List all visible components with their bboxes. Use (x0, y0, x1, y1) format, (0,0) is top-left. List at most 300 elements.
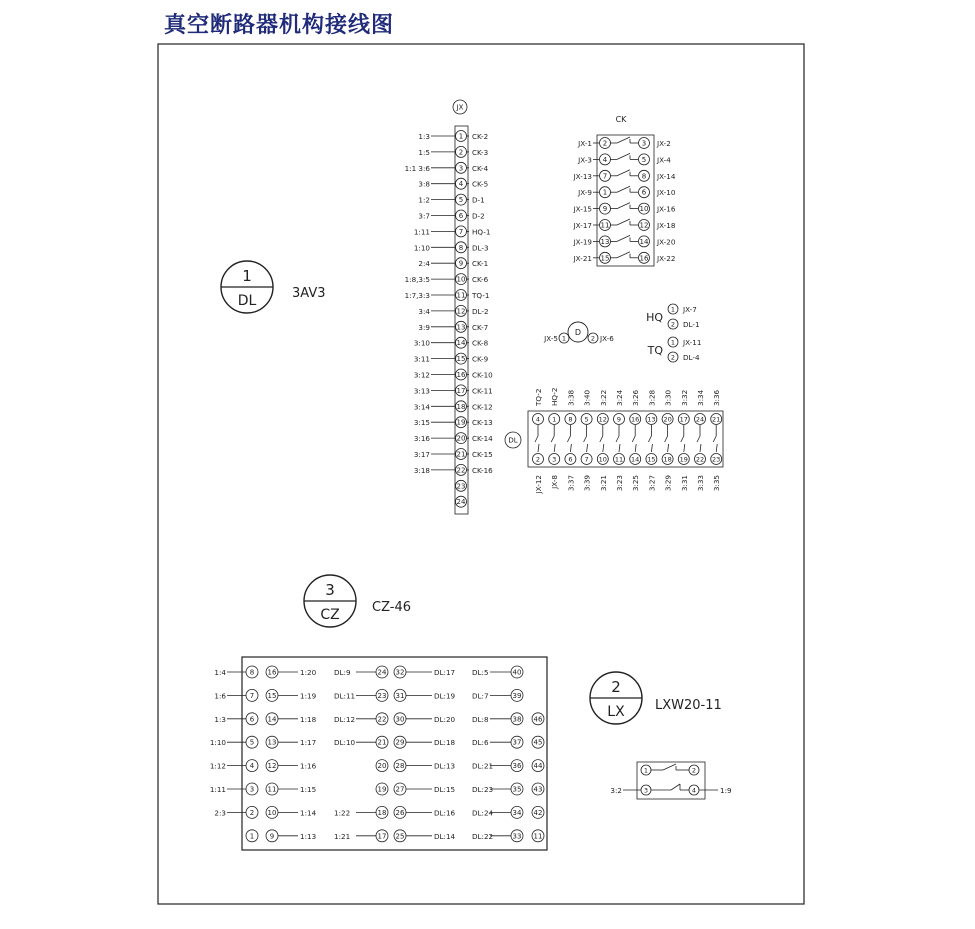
terminal-number: 23 (377, 691, 387, 700)
cz-s-label: DL:24 (472, 808, 494, 818)
dl-bottom-label: 3:27 (647, 475, 657, 492)
terminal-number: 4 (535, 415, 541, 424)
dl-bottom-label: 3:25 (631, 475, 641, 492)
dl-top-label: 3:40 (582, 389, 592, 406)
coil-label: TQ (647, 344, 663, 357)
cz-mid-label: 1:19 (300, 691, 317, 701)
wire (570, 444, 571, 452)
terminal-number: 40 (512, 668, 522, 677)
dl-top-label: HQ-2 (550, 387, 560, 406)
cz-mid-label: 1:18 (300, 714, 317, 724)
terminal-number: 21 (712, 415, 721, 424)
terminal-number: 4 (249, 762, 255, 771)
terminal-number: 9 (269, 832, 275, 841)
dl-bottom-label: 3:39 (582, 475, 592, 492)
terminal-number: 5 (249, 738, 255, 747)
terminal-number: 21 (377, 738, 387, 747)
switch-contact-icon (610, 235, 638, 241)
cz-q-label: DL:16 (434, 808, 456, 818)
terminal-number: 7 (249, 691, 255, 700)
wire (651, 444, 652, 452)
terminal-number: 14 (639, 237, 649, 246)
terminal-number: 11 (533, 832, 543, 841)
jx-left-label: 3:8 (418, 179, 430, 189)
jx-left-label: 3:7 (418, 211, 430, 221)
switch-contact-icon (610, 186, 638, 192)
ck-right-label: JX-2 (657, 139, 671, 148)
jx-left-label: 1:11 (413, 227, 430, 237)
switch-blade (648, 436, 651, 442)
lx-right-label: 1:9 (720, 786, 732, 795)
terminal-number: 9 (458, 259, 464, 268)
terminal-number: 12 (456, 307, 466, 316)
terminal-number: 3 (552, 455, 557, 464)
switch-blade (713, 436, 716, 442)
cz-connector-block (210, 657, 547, 850)
cz-q-label: DL:13 (434, 761, 456, 771)
jx-left-label: 1:2 (418, 195, 430, 205)
terminal-number: JX (456, 103, 464, 112)
terminal-number: 43 (533, 785, 543, 794)
dl-top-label: 3:24 (615, 389, 624, 406)
terminal-number: 1 (561, 334, 567, 343)
cz-q-label: DL:14 (434, 831, 456, 841)
terminal-number: 38 (512, 715, 522, 724)
wire (668, 444, 669, 452)
jx-right-label: CK-13 (472, 418, 493, 428)
jx-row (414, 242, 489, 253)
terminal-number: 5 (458, 196, 464, 205)
ck-switch-block (573, 115, 676, 266)
switch-blade (617, 235, 630, 241)
cz-s-label: DL:5 (472, 668, 489, 677)
terminal-number: 2 (670, 320, 676, 329)
terminal-number: 12 (639, 221, 649, 230)
switch-blade (671, 784, 680, 790)
jx-row (418, 258, 488, 269)
terminal-number: 27 (395, 785, 405, 794)
dl-bottom-label: 3:29 (663, 475, 673, 492)
terminal-number: 18 (377, 808, 387, 817)
cz-row (210, 760, 544, 772)
jx-row (418, 178, 488, 189)
cz-p-label: DL:10 (334, 738, 356, 748)
jx-left-label: 3:10 (413, 338, 430, 348)
ck-row (573, 170, 676, 182)
terminal-number: 11 (456, 291, 466, 300)
jx-row (414, 226, 491, 237)
ck-left-label: JX-21 (573, 253, 592, 263)
terminal-number: 11 (600, 221, 610, 230)
terminal-number: 8 (249, 668, 255, 677)
terminal-number: 24 (695, 415, 705, 424)
jx-left-label: 1:8,3:5 (404, 275, 430, 285)
ck-right-label: JX-20 (657, 237, 676, 247)
unit-symbol-lx (590, 672, 722, 724)
wire (603, 444, 604, 452)
ck-row (573, 219, 676, 231)
terminal-number: 37 (512, 738, 522, 747)
switch-blade (663, 764, 676, 770)
jx-right-label: CK-15 (472, 450, 493, 459)
terminal-number: 31 (395, 691, 405, 700)
terminal-number: 2 (458, 148, 464, 157)
terminal-number: 4 (458, 180, 464, 189)
terminal-number: 22 (377, 715, 387, 724)
ck-row (573, 235, 676, 247)
terminal-number: 5 (641, 155, 647, 164)
terminal-number: 20 (663, 415, 672, 424)
terminal-number: 23 (456, 482, 466, 491)
terminal-number: 16 (456, 371, 466, 380)
ck-left-label: JX-13 (573, 171, 592, 181)
jx-row (405, 162, 489, 173)
switch-blade (665, 436, 668, 442)
cz-row (210, 783, 544, 795)
jx-left-label: 1:3 (418, 132, 430, 141)
terminal-number: 9 (616, 415, 622, 424)
jx-left-label: 3:14 (413, 402, 430, 412)
cz-q-label: DL:18 (434, 738, 456, 748)
jx-right-label: CK-12 (472, 402, 493, 412)
cz-s-label: DL:21 (472, 761, 494, 771)
terminal-number: 9 (602, 205, 608, 214)
terminal-number: 6 (641, 188, 647, 197)
terminal-number: 34 (512, 808, 522, 817)
ck-left-label: JX-15 (573, 204, 592, 214)
cz-row (210, 736, 544, 748)
ck-row (577, 186, 676, 198)
dl-bottom-label: 3:23 (615, 475, 624, 492)
terminal-number: 19 (679, 455, 688, 464)
terminal-number: 26 (395, 808, 405, 817)
ck-left-label: JX-1 (578, 139, 592, 148)
terminal-number: 10 (598, 455, 607, 464)
jx-row (405, 290, 490, 301)
wire (554, 444, 555, 452)
terminal-number: 1 (249, 832, 255, 841)
cz-p-label: DL:12 (334, 714, 356, 724)
jx-right-label: CK-6 (472, 275, 489, 285)
terminal-number: 14 (267, 715, 277, 724)
dl-bottom-label: 3:33 (696, 475, 705, 492)
jx-row (414, 417, 493, 428)
jx-row (418, 194, 484, 205)
terminal-number: 30 (395, 715, 405, 724)
dl-top-label: 3:30 (663, 389, 673, 406)
cz-mid-label: 1:16 (300, 761, 317, 771)
cz-p-label: DL:11 (334, 691, 356, 701)
dl-column (695, 389, 706, 491)
terminal-number: 36 (512, 762, 522, 771)
jx-left-label: 3:16 (413, 434, 430, 444)
jx-left-label: 3:15 (413, 418, 430, 428)
terminal-number: 1 (643, 766, 649, 775)
dl-top-label: 3:36 (712, 389, 722, 406)
jx-right-label: CK-1 (472, 259, 489, 269)
dl-top-label: TQ-2 (534, 388, 543, 406)
terminal-number: 2 (590, 334, 596, 343)
dl-column (678, 390, 689, 491)
motor-block (543, 322, 614, 343)
switch-blade (632, 436, 635, 442)
terminal-number: 14 (631, 455, 640, 464)
jx-row (414, 353, 489, 364)
terminal-number: 2 (602, 139, 608, 148)
jx-right-label: DL-3 (472, 243, 489, 253)
switch-blade (617, 170, 630, 176)
terminal-number: 45 (533, 738, 543, 747)
jx-row (414, 401, 493, 412)
jx-left-label: 3:11 (413, 354, 430, 364)
cz-s-label: DL:23 (472, 785, 494, 794)
terminal-number: 2 (535, 455, 541, 464)
terminal-number: 11 (267, 785, 277, 794)
cz-left-label: 1:6 (214, 691, 226, 701)
jx-right-label: DL-2 (472, 306, 489, 316)
terminal-number: 3 (643, 786, 649, 795)
jx-row (414, 464, 493, 475)
terminal-number: 3 (458, 164, 464, 173)
dl-top-label: 3:28 (647, 389, 657, 406)
jx-row (414, 385, 493, 396)
terminal-number: 20 (377, 762, 387, 771)
cz-s-label: DL:6 (472, 738, 489, 748)
ck-row (573, 203, 676, 215)
terminal-number: 42 (533, 808, 543, 817)
jx-left-label: 3:17 (413, 450, 430, 459)
terminal-number: 23 (712, 455, 721, 464)
jx-right-label: CK-5 (472, 179, 489, 189)
switch-blade (584, 436, 587, 442)
ck-right-label: JX-22 (657, 253, 676, 263)
terminal-number: 16 (267, 668, 277, 677)
dl-top-label: 3:22 (598, 389, 608, 406)
terminal-number: 1 (670, 338, 676, 347)
cz-row (214, 806, 544, 818)
cz-row (214, 666, 523, 678)
terminal-number: 25 (395, 832, 405, 841)
jx-left-label: 3:18 (413, 465, 430, 475)
terminal-number: 18 (456, 402, 466, 411)
jx-right-label: CK-7 (472, 322, 489, 332)
dl-top-label: 3:26 (631, 389, 641, 406)
unit-number: 3 (325, 581, 335, 599)
terminal-number: 35 (512, 785, 522, 794)
jx-left-label: 3:9 (418, 322, 430, 332)
terminal-number: 3 (249, 785, 255, 794)
dl-bottom-label: JX-12 (534, 475, 543, 494)
terminal-number: 7 (602, 172, 608, 181)
switch-blade (617, 203, 630, 209)
jx-right-label: D-1 (472, 195, 485, 205)
terminal-number: 24 (377, 668, 387, 677)
cz-left-label: 1:3 (214, 714, 226, 724)
dl-column (533, 389, 544, 495)
coil-terminal-label: DL-1 (683, 320, 700, 329)
dl-bottom-label: 3:37 (566, 475, 576, 492)
cz-q-label: DL:15 (434, 785, 456, 794)
switch-blade (617, 252, 630, 258)
unit-number: 1 (242, 267, 252, 285)
cz-left-label: 1:12 (209, 761, 226, 771)
switch-blade (600, 436, 603, 442)
terminal-number: 2 (249, 808, 255, 817)
wire (716, 444, 717, 452)
ck-row (577, 137, 671, 149)
cz-mid-label: 1:17 (300, 738, 317, 748)
terminal-number: 22 (456, 466, 466, 475)
cz-row (246, 830, 544, 842)
jx-row (414, 433, 493, 444)
wire (538, 444, 539, 452)
terminal-number: 8 (568, 415, 573, 424)
jx-row (414, 449, 493, 460)
terminal-number: 2 (691, 766, 697, 775)
terminal-number: 17 (679, 415, 688, 424)
dl-column (646, 389, 657, 491)
ck-right-label: JX-16 (657, 204, 676, 214)
cz-mid-label: 1:20 (300, 668, 317, 677)
cz-q-label: DL:17 (434, 668, 456, 677)
terminal-number: 13 (267, 738, 277, 747)
ck-left-label: JX-19 (573, 237, 592, 247)
cz-s-label: DL:8 (472, 714, 489, 724)
switch-blade (681, 436, 684, 442)
cz-q-label: DL:20 (434, 714, 456, 724)
dl-bottom-label: 3:35 (712, 475, 722, 492)
jx-right-label: CK-3 (472, 147, 489, 157)
terminal-number: 16 (631, 415, 640, 424)
jx-right-label: CK-11 (472, 386, 493, 396)
dl-column (581, 389, 592, 491)
ck-left-label: JX-17 (573, 221, 592, 230)
terminal-number: 10 (639, 205, 649, 214)
dl-aux-switch (505, 388, 723, 495)
dl-top-label: 3:34 (696, 389, 705, 406)
wire (587, 444, 588, 452)
terminal-number: 10 (456, 275, 466, 284)
ck-row (577, 153, 671, 165)
terminal-number: 1 (552, 415, 557, 424)
switch-blade (617, 186, 630, 192)
dl-column (565, 389, 576, 491)
ck-left-label: JX-9 (578, 188, 592, 198)
dl-top-label: 3:32 (679, 389, 689, 406)
terminal-number: 12 (267, 762, 277, 771)
terminal-number: 33 (512, 832, 522, 841)
cz-p-label: DL:9 (334, 668, 351, 677)
terminal-number: 8 (641, 172, 647, 181)
terminal-number: 4 (602, 155, 608, 164)
terminal-number: 1 (458, 132, 464, 141)
jx-row (418, 146, 488, 157)
jx-right-label: TQ-1 (472, 291, 490, 300)
terminal-number: 13 (456, 323, 466, 332)
terminal-number: 5 (584, 415, 589, 424)
terminal-number: 13 (600, 237, 610, 246)
jx-left-label: 1:1 3:6 (404, 163, 430, 173)
unit-number: 2 (611, 678, 621, 696)
lx-left-label: 3:2 (610, 786, 622, 795)
terminal-number: 15 (456, 355, 466, 364)
terminal-number: 20 (456, 434, 466, 443)
dl-column (549, 388, 560, 490)
terminal-number: 18 (663, 455, 672, 464)
dl-column (711, 389, 722, 491)
ck-row (573, 252, 676, 263)
jx-left-label: 2:4 (418, 259, 430, 269)
jx-left-label: 1:5 (418, 147, 430, 157)
wire (684, 444, 685, 452)
terminal-number: 3 (641, 139, 647, 148)
jx-right-label: CK-10 (472, 370, 493, 380)
terminal-number: 44 (533, 762, 543, 771)
terminal-number: 14 (456, 339, 466, 348)
terminal-number: 13 (647, 415, 656, 424)
unit-model: 3AV3 (292, 286, 326, 301)
jx-left-label: 1:10 (413, 243, 430, 253)
unit-model: LXW20-11 (655, 698, 722, 713)
dl-bottom-label: JX-8 (550, 475, 560, 489)
jx-right-label: CK-2 (472, 132, 489, 141)
dl-column (630, 389, 641, 491)
coil-terminal-label: JX-11 (683, 338, 702, 347)
cz-left-label: 2:3 (214, 808, 226, 818)
terminal-number: 29 (395, 738, 405, 747)
unit-code: DL (237, 293, 257, 309)
terminal-number: 1 (602, 188, 608, 197)
page-title: 真空断路器机构接线图 (164, 13, 395, 38)
dl-bottom-label: 3:31 (679, 475, 689, 492)
jx-row (456, 480, 467, 491)
jx-row (414, 337, 489, 348)
cz-p-label: 1:22 (334, 808, 351, 818)
cz-mid-label: 1:14 (300, 808, 317, 818)
wire (700, 444, 701, 452)
unit-code: CZ (320, 607, 340, 623)
switch-contact-icon (610, 137, 638, 143)
switch-blade (616, 436, 619, 442)
dl-column (662, 389, 673, 491)
terminal-number: 19 (456, 418, 466, 427)
ck-right-label: JX-4 (657, 155, 671, 165)
switch-blade (535, 436, 538, 442)
switch-blade (697, 436, 700, 442)
jx-left-label: 3:12 (413, 370, 430, 380)
cz-s-label: DL:7 (472, 691, 489, 701)
tq-coil (647, 337, 702, 362)
cz-left-label: 1:11 (209, 785, 226, 794)
terminal-number: 12 (598, 415, 607, 424)
jx-left-label: 1:7,3:3 (404, 291, 430, 300)
switch-blade (551, 436, 554, 442)
wire (635, 444, 636, 452)
cz-mid-label: 1:15 (300, 785, 317, 794)
terminal-number: 17 (456, 386, 466, 395)
terminal-number: 15 (600, 254, 610, 263)
coil-terminal-label: DL-4 (683, 353, 700, 362)
terminal-number: 24 (456, 498, 466, 507)
cz-s-label: DL:22 (472, 831, 494, 841)
terminal-number: 21 (456, 450, 466, 459)
cz-row (214, 689, 523, 701)
cz-mid-label: 1:13 (300, 831, 317, 841)
ck-header: CK (615, 115, 627, 124)
jx-terminal-strip (405, 100, 494, 514)
ck-right-label: JX-10 (657, 188, 676, 198)
jx-left-label: 3:13 (413, 386, 430, 396)
